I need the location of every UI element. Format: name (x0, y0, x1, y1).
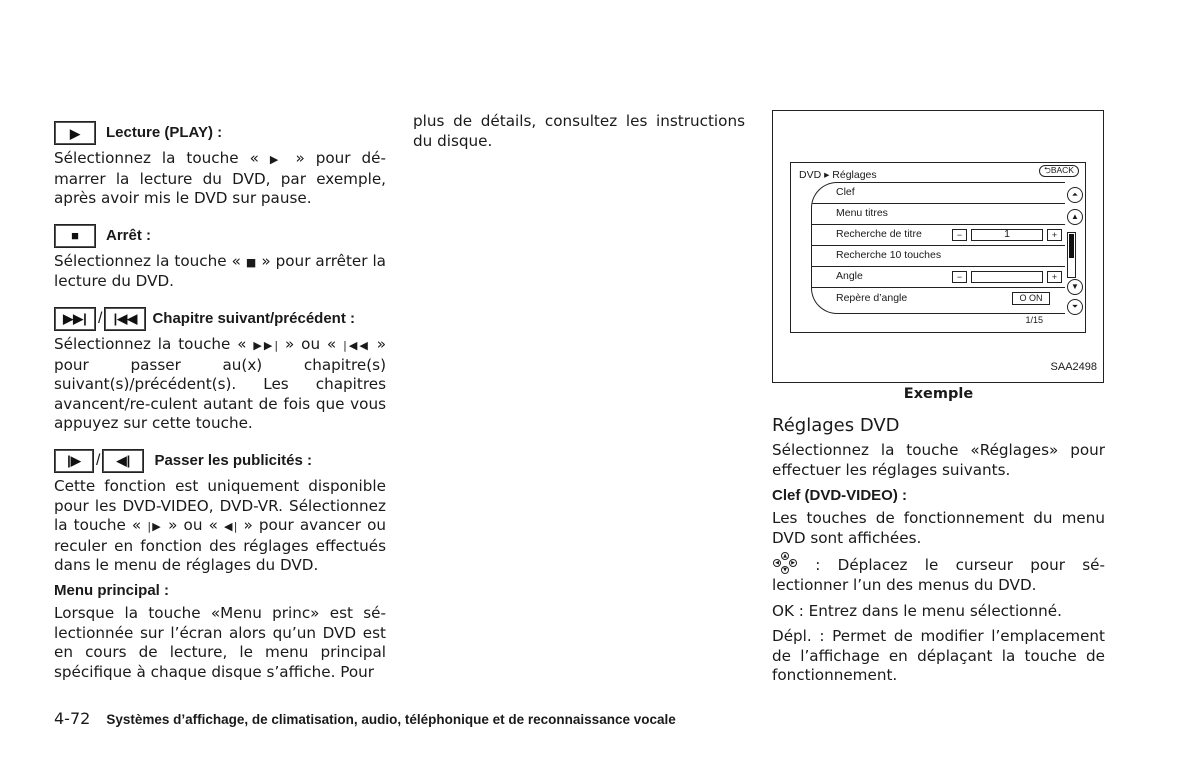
dvd-settings-screen (790, 162, 1086, 333)
section-title: Réglages DVD (772, 415, 900, 436)
plus-icon: + (1047, 271, 1062, 283)
skip-forward-inline-icon: |▶ (147, 520, 163, 534)
figure-caption: Exemple (903, 386, 974, 402)
stop-paragraph: Sélectionnez la touche « ■ » pour arrêter la lecture du DVD. (54, 251, 386, 291)
prev-chapter-key-icon: |◀◀ (104, 307, 146, 331)
chapter-paragraph: Sélectionnez la touche « ▶▶| » ou « |◀◀ » pour passer au(x) chapitre(s) suivant(s)/précédent(s). Les chapitres avancent/re-culent autant de fois que vous appuyez sur cette touche. (54, 334, 387, 433)
next-chapter-inline-icon: ▶▶| (253, 338, 279, 352)
dpad-icon: ▲ ◀ ▶ ▼ (772, 554, 798, 574)
stop-inline-icon: ■ (245, 255, 257, 269)
skip-heading-row (54, 449, 386, 473)
page-indicator: 1/15 (1025, 315, 1043, 326)
skip-heading: Passer les publicités : (154, 452, 313, 470)
menu-row-menu-titres: Menu titres (812, 204, 1065, 225)
prev-chapter-inline-icon: |◀◀ (343, 338, 370, 352)
menu-row-recherche-titre: Recherche de titre − 1 + (812, 225, 1065, 246)
intro-paragraph: Sélectionnez la touche «Réglages» pour effectuer les réglages suivants. (772, 441, 1105, 479)
chapter-heading: Chapitre suivant/précédent : (152, 310, 355, 328)
stop-heading-row (54, 224, 386, 248)
dpad-paragraph: ▲ ◀ ▶ ▼ : Déplacez le curseur pour sé-lectionner l’un des menus du DVD. (772, 552, 1105, 594)
scroll-bottom-icon: ⏷ (1067, 299, 1083, 315)
figure-code: SAA2498 (1050, 361, 1097, 374)
play-heading-row (54, 121, 386, 145)
right-column (772, 110, 1105, 686)
title-value: 1 (971, 229, 1043, 241)
play-heading: Lecture (PLAY) : (106, 124, 223, 142)
chapter-separator: / (98, 310, 103, 328)
chapter-title: Systèmes d’affichage, de climatisation, audio, téléphonique et de reconnaissance vocale (106, 712, 676, 727)
play-paragraph: Sélectionnez la touche « ▶ » pour dé-marrer la lecture du DVD, par exemple, après avoir mis le DVD sur pause. (54, 149, 386, 208)
skip-back-key-icon: ◀| (102, 449, 144, 473)
screen-title: DVD ▸ Réglages (799, 169, 877, 181)
scroll-thumb (1069, 234, 1074, 258)
skip-back-inline-icon: ◀| (223, 520, 238, 534)
clef-paragraph: Les touches de fonctionnement du menu DVD sont affichées. (772, 509, 1105, 547)
settings-figure (772, 110, 1104, 383)
page-number: 4-72 (54, 709, 91, 728)
stop-key-icon: ■ (54, 224, 96, 248)
play-key-icon: ▶ (54, 121, 96, 145)
middle-column (413, 112, 745, 151)
next-chapter-key-icon: ▶▶| (54, 307, 96, 331)
menu-row-recherche-10: Recherche 10 touches (812, 246, 1065, 267)
ok-paragraph: OK : Entrez dans le menu sélectionné. (772, 601, 1062, 620)
continuation-paragraph: plus de détails, consultez les instructions du disque. (413, 112, 745, 150)
skip-paragraph: Cette fonction est uniquement disponible pour les DVD-VIDEO, DVD-VR. Sélectionnez la touche « |▶ » ou « ◀| » pour avancer ou reculer en fonction des réglages effectués dans le menu de réglages du DVD. (54, 476, 387, 575)
scroll-up-icon: ▲ (1067, 209, 1083, 225)
minus-icon: − (952, 229, 967, 241)
scrollbar (1067, 232, 1076, 278)
play-inline-icon: ▶ (269, 153, 285, 166)
plus-icon: + (1047, 229, 1062, 241)
clef-heading: Clef (DVD-VIDEO) : (772, 487, 907, 505)
minus-icon: − (952, 271, 967, 283)
back-button: ⮌ BACK (1039, 165, 1079, 177)
depl-paragraph: Dépl. : Permet de modifier l’emplacement de l’affichage en déplaçant la touche de fonctionnement. (772, 627, 1105, 685)
settings-menu (811, 182, 1065, 314)
page-footer (54, 709, 676, 728)
scroll-top-icon: ⏶ (1067, 187, 1083, 203)
menu-principal-heading: Menu principal : (54, 581, 170, 599)
on-toggle: O ON (1012, 292, 1050, 305)
menu-row-repere-angle: Repère d’angle O ON (812, 288, 1065, 309)
menu-principal-paragraph: Lorsque la touche «Menu princ» est sé-lectionnée sur l’écran alors qu’un DVD est en cours de lecture, le menu principal spécifique à chaque disque s’affiche. Pour (54, 603, 386, 681)
menu-row-angle: Angle − + (812, 267, 1065, 288)
skip-forward-key-icon: |▶ (54, 449, 94, 473)
left-column (54, 121, 386, 682)
chapter-heading-row (54, 307, 386, 331)
scroll-down-icon: ▼ (1067, 279, 1083, 295)
skip-separator: / (96, 452, 101, 470)
back-arrow-icon: ⮌ (1044, 165, 1051, 176)
stop-heading: Arrêt : (106, 226, 152, 244)
menu-row-clef: Clef (812, 183, 1065, 204)
angle-value (971, 271, 1043, 283)
